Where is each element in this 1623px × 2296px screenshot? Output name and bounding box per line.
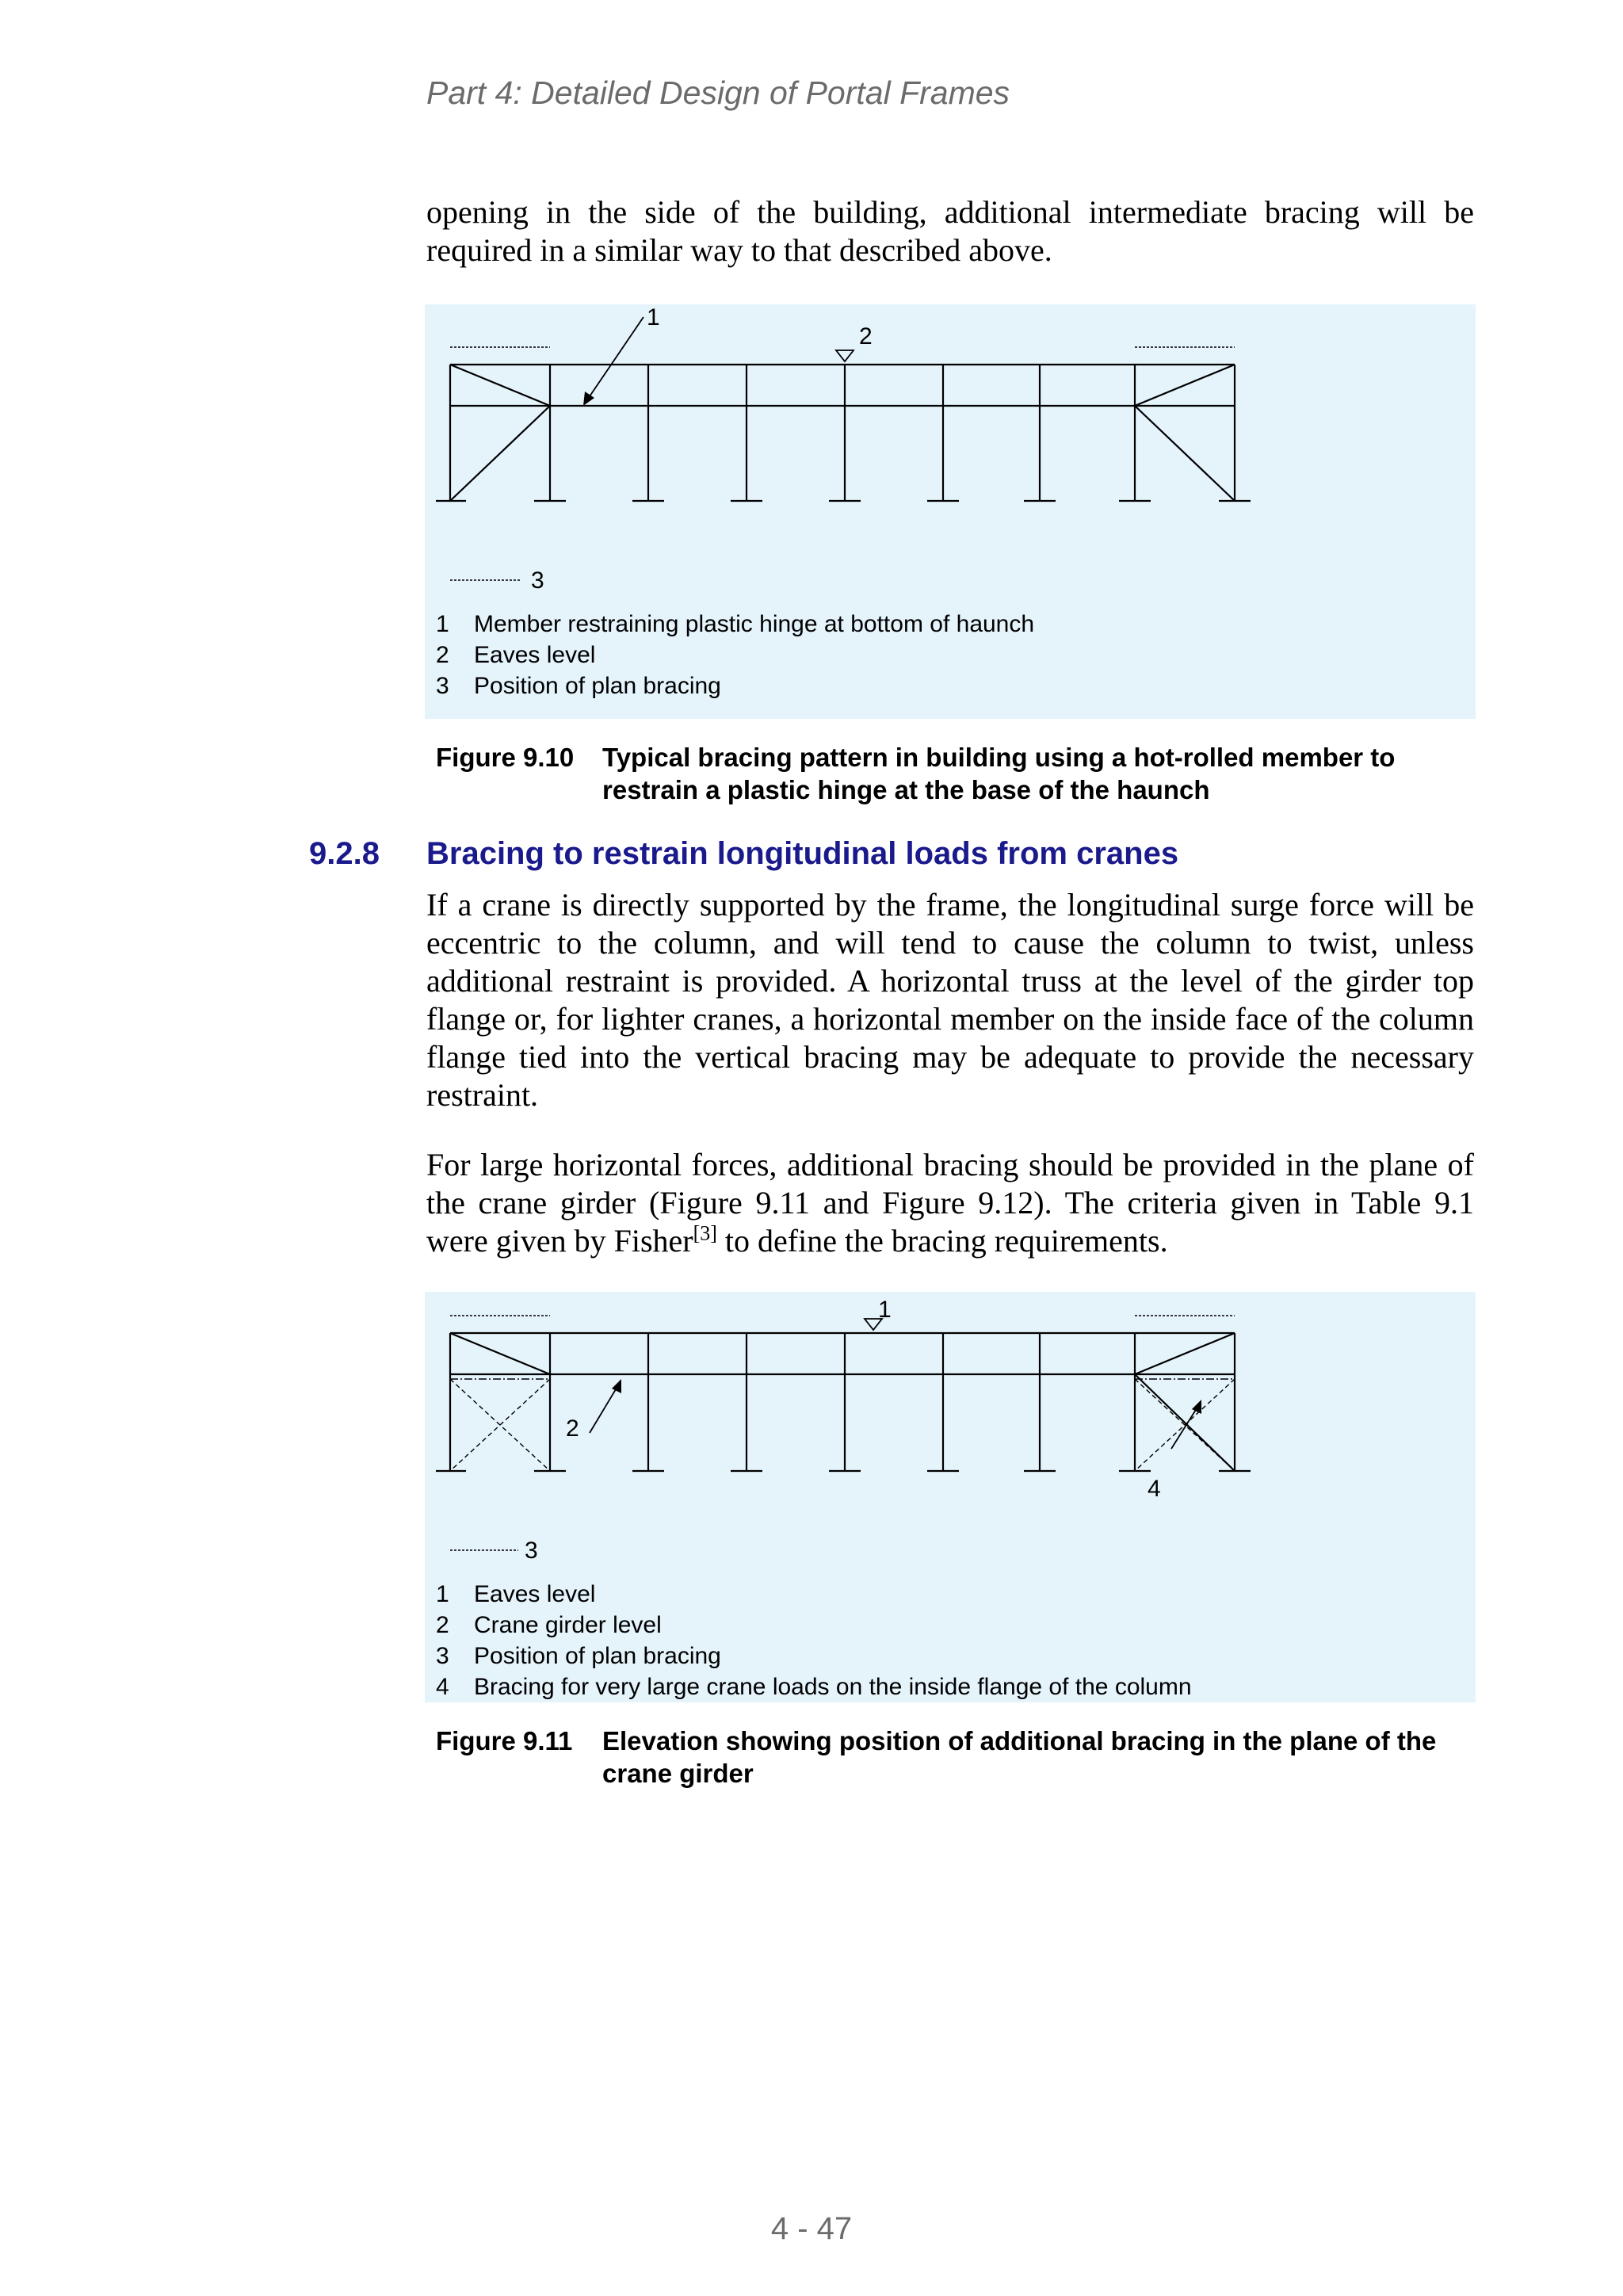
caption-text: Elevation showing position of additional bracing in the plane of the crane girder — [602, 1726, 1437, 1788]
legend-item — [425, 609, 1034, 640]
legend-item — [425, 1610, 1192, 1641]
caption-number: Figure 9.11 — [436, 1726, 573, 1755]
fig10-label-3: 3 — [531, 567, 544, 594]
legend-number: 4 — [436, 1674, 449, 1700]
legend-text: Position of plan bracing — [474, 673, 721, 699]
figure-9-10-legend — [425, 609, 1034, 701]
legend-text: Member restraining plastic hinge at bottom of haunch — [474, 611, 1035, 637]
paragraph-text: For large horizontal forces, additional bracing should be provided in the plane of the crane girder (Figure 9.11 and Figure 9.12). The criteria given in Table 9.1 were given by Fisher — [426, 1147, 1474, 1259]
figure-9-11-caption — [436, 1725, 1466, 1790]
legend-item — [425, 640, 1034, 670]
legend-text: Bracing for very large crane loads on the inside flange of the column — [474, 1674, 1192, 1700]
figure-9-11-panel — [425, 1292, 1476, 1702]
figure-9-10-panel — [425, 304, 1476, 719]
legend-item — [425, 1671, 1192, 1702]
legend-text: Position of plan bracing — [474, 1643, 721, 1669]
running-header: Part 4: Detailed Design of Portal Frames — [426, 74, 1010, 111]
legend-number: 2 — [436, 1612, 449, 1638]
legend-item — [425, 670, 1034, 701]
fig11-label-4: 4 — [1148, 1476, 1161, 1502]
fig11-label-3: 3 — [525, 1538, 538, 1564]
section-heading — [309, 836, 1178, 872]
legend-text: Eaves level — [474, 642, 596, 668]
legend-number: 3 — [436, 1643, 449, 1669]
legend-number: 3 — [436, 673, 449, 699]
caption-text: Typical bracing pattern in building using a hot-rolled member to restrain a plastic hinge at the base of the haunch — [602, 743, 1396, 804]
legend-item — [425, 1641, 1192, 1671]
figure-9-11-legend — [425, 1579, 1192, 1702]
intro-paragraph: opening in the side of the building, additional intermediate bracing will be required in a similar way to that described above. — [426, 194, 1474, 268]
fig11-label-2: 2 — [566, 1415, 579, 1442]
legend-item — [425, 1579, 1192, 1610]
legend-text: Eaves level — [474, 1581, 596, 1607]
legend-number: 1 — [436, 1581, 449, 1607]
fig11-label-1: 1 — [878, 1297, 892, 1323]
section-paragraph-1: If a crane is directly supported by the frame, the longitudinal surge force will be eccentric to the column, and will tend to cause the column to twist, unless additional restraint is provided. A horizontal truss at the level of the girder top flange or, for lighter cranes, a horizontal member on the inside face of the column flange tied into the vertical bracing may be adequate to provide the necessary restraint. — [426, 887, 1474, 1113]
fig10-label-1: 1 — [647, 304, 660, 330]
section-paragraph-2 — [426, 1146, 1474, 1260]
figure-9-10-caption — [436, 741, 1466, 806]
paragraph-text: to define the bracing requirements. — [716, 1223, 1168, 1259]
reference-marker: [3] — [693, 1221, 717, 1245]
section-number: 9.2.8 — [309, 836, 380, 871]
legend-number: 2 — [436, 642, 449, 668]
legend-text: Crane girder level — [474, 1612, 662, 1638]
page-number: 4 - 47 — [770, 2211, 853, 2246]
caption-number: Figure 9.10 — [436, 743, 575, 772]
fig10-label-2: 2 — [859, 323, 873, 350]
section-title: Bracing to restrain longitudinal loads from cranes — [426, 836, 1179, 871]
legend-number: 1 — [436, 611, 449, 637]
